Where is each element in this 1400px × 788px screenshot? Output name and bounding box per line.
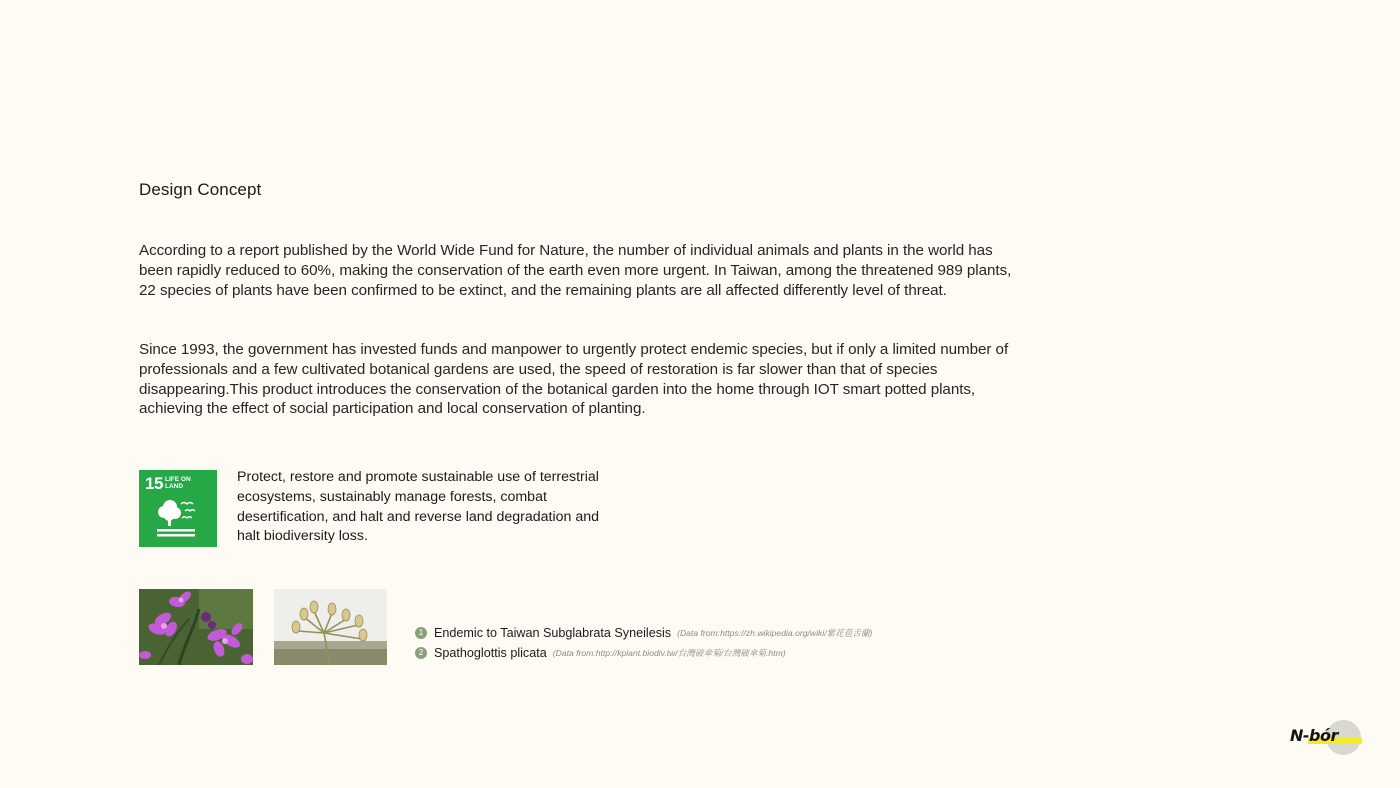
flower-buds-image [274, 589, 387, 665]
sdg-label: LIFE ON LAND [165, 476, 191, 490]
purple-orchid-image [139, 589, 253, 665]
brand-logo [1288, 719, 1364, 757]
caption-source: (Data from:https://zh.wikipedia.org/wiki/紫花苞舌蘭) [677, 628, 873, 638]
caption-item-1 [415, 626, 872, 640]
sdg-15-badge [139, 470, 217, 547]
page-title: Design Concept [139, 180, 262, 199]
caption-number-badge: 1 [415, 627, 427, 639]
intro-paragraph: According to a report published by the World Wide Fund for Nature, the number of individual animals and plants in the world has been rapidly reduced to 60%, making the conservation of the earth even more urgent. In Taiwan, among the threatened 989 plants, 22 species of plants have been confirmed to be extinct, and the remaining plants are all affected differently level of threat. [139, 242, 1012, 299]
orchid-photo [139, 589, 253, 665]
sdg-number: 15 [145, 474, 163, 493]
logo-text: N-bór [1290, 726, 1338, 745]
history-paragraph: Since 1993, the government has invested funds and manpower to urgently protect endemic species, but if only a limited number of professionals and a few cultivated botanical gardens are used, the speed of restoration is far slower than that of species disappearing.This product introduces the conservation of the botanical garden into the home through IOT smart potted plants, achieving the effect of social participation and local conservation of planting. [139, 341, 1009, 418]
caption-species-name: Endemic to Taiwan Subglabrata Syneilesis [434, 626, 672, 640]
caption-species-name: Spathoglottis plicata [434, 646, 547, 660]
caption-item-2 [415, 646, 786, 660]
caption-number-badge: 2 [415, 647, 427, 659]
caption-source: (Data from:http://kplant.biodiv.tw/台灣破傘菊/台灣破傘菊.htm) [552, 648, 786, 658]
buds-photo [274, 589, 387, 665]
tree-and-birds-icon [155, 498, 201, 540]
sdg-description: Protect, restore and promote sustainable use of terrestrial ecosystems, sustainably manage forests, combat desertification, and halt and reverse land degradation and halt biodiversity loss. [237, 469, 600, 545]
